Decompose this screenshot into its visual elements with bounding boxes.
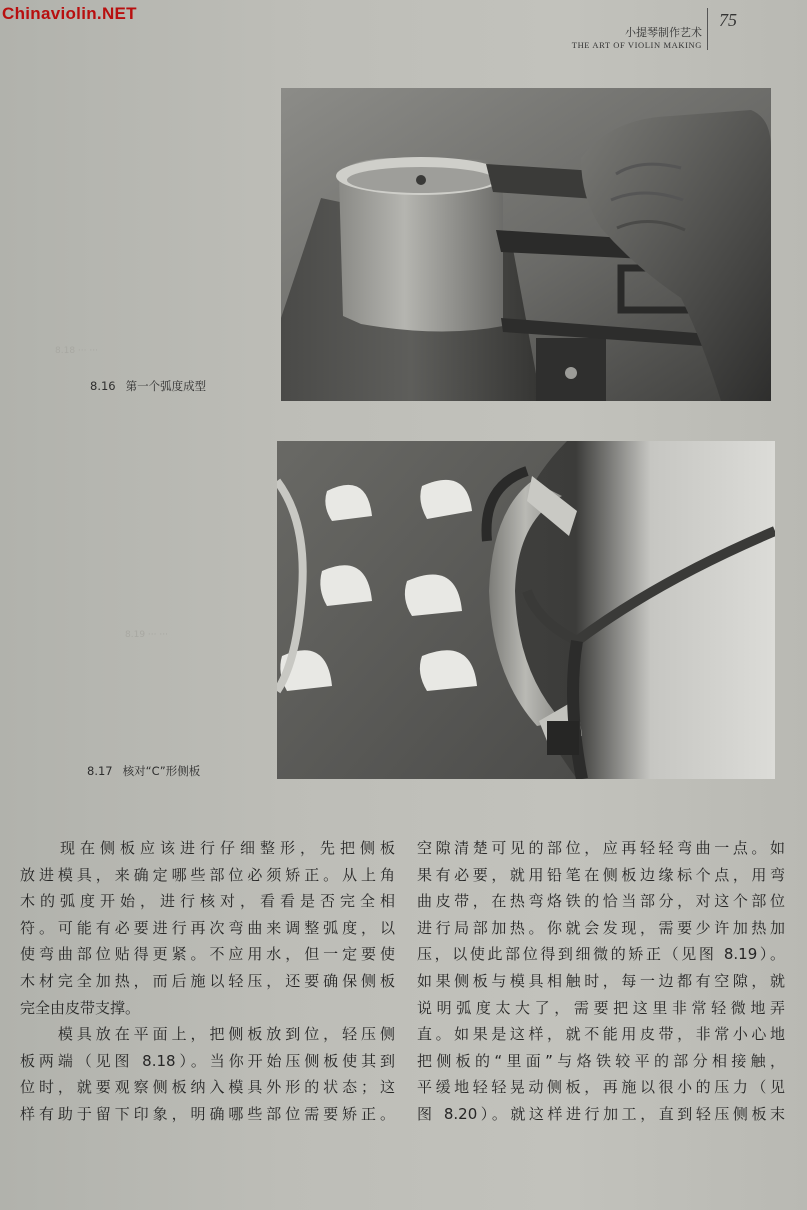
text-line: 直。如果是这样，就不能用皮带，非常小心地	[417, 1025, 785, 1044]
book-title-chinese: 小提琴制作艺术	[625, 26, 702, 39]
text-line: 位时，就要观察侧板纳入模具外形的状态；这	[20, 1078, 395, 1097]
text-line: 木的弧度开始，进行核对，看看是否完全相	[20, 892, 395, 911]
text-line: 曲皮带，在热弯烙铁的恰当部分，对这个部位	[417, 892, 785, 911]
text-line: 果有必要，就用铅笔在侧板边缘标个点，用弯	[417, 865, 785, 884]
bleed-through-text: 8.19 ··· ···	[125, 630, 168, 640]
figure-caption	[87, 763, 200, 779]
text-line: 完全由皮带支撑。	[20, 998, 141, 1017]
book-title-english: THE ART OF VIOLIN MAKING	[571, 40, 702, 50]
body-column-left	[20, 835, 395, 1128]
bleed-through-text: 8.18 ··· ···	[55, 346, 98, 356]
figure-caption-text: 第一个弧度成型	[125, 379, 207, 393]
text-line: 图 8.20）。就这样进行加工，直到轻压侧板末	[417, 1104, 785, 1123]
figure-caption	[90, 378, 206, 394]
figure-number: 8.16	[90, 379, 116, 393]
text-line: 样有助于留下印象，明确哪些部位需要矫正。	[20, 1104, 395, 1123]
running-head	[572, 26, 702, 51]
text-line: 现在侧板应该进行仔细整形，先把侧板	[20, 839, 395, 857]
paragraph	[417, 835, 785, 1128]
figure-8-17-photo	[277, 441, 775, 779]
text-line: 压，以使此部位得到细微的矫正（见图 8.19）。	[417, 945, 785, 964]
text-line: 平缓地轻轻晃动侧板，再施以很小的压力（见	[417, 1078, 785, 1097]
site-watermark: Chinaviolin.NET	[2, 4, 137, 23]
text-line: 符。可能有必要进行再次弯曲来调整弧度，以	[20, 918, 395, 937]
paragraph	[20, 1021, 395, 1127]
text-line: 木材完全加热，而后施以轻压，还要确保侧板	[20, 971, 395, 990]
text-line: 说明弧度太大了，需要把这里非常轻微地弄	[417, 998, 785, 1017]
figure-number: 8.17	[87, 764, 113, 778]
page-number: 75	[719, 10, 737, 30]
header-divider	[707, 8, 708, 50]
text-line: 放进模具，来确定哪些部位必须矫正。从上角	[20, 865, 395, 884]
text-line: 空隙清楚可见的部位，应再轻轻弯曲一点。如	[417, 839, 785, 857]
text-line: 使弯曲部位贴得更紧。不应用水，但一定要使	[20, 945, 395, 964]
figure-caption-text: 核对“C”形侧板	[122, 764, 201, 778]
text-line: 把侧板的“里面”与烙铁较平的部分相接触，	[417, 1051, 785, 1070]
paragraph	[20, 835, 395, 1021]
text-line: 如果侧板与模具相触时，每一边都有空隙，就	[417, 971, 785, 990]
text-line: 板两端（见图 8.18）。当你开始压侧板使其到	[20, 1051, 395, 1070]
body-column-right	[417, 835, 785, 1128]
text-line: 模具放在平面上，把侧板放到位，轻压侧	[20, 1025, 395, 1044]
figure-8-16-photo	[281, 88, 771, 401]
text-line: 进行局部加热。你就会发现，需要少许加热加	[417, 918, 785, 937]
